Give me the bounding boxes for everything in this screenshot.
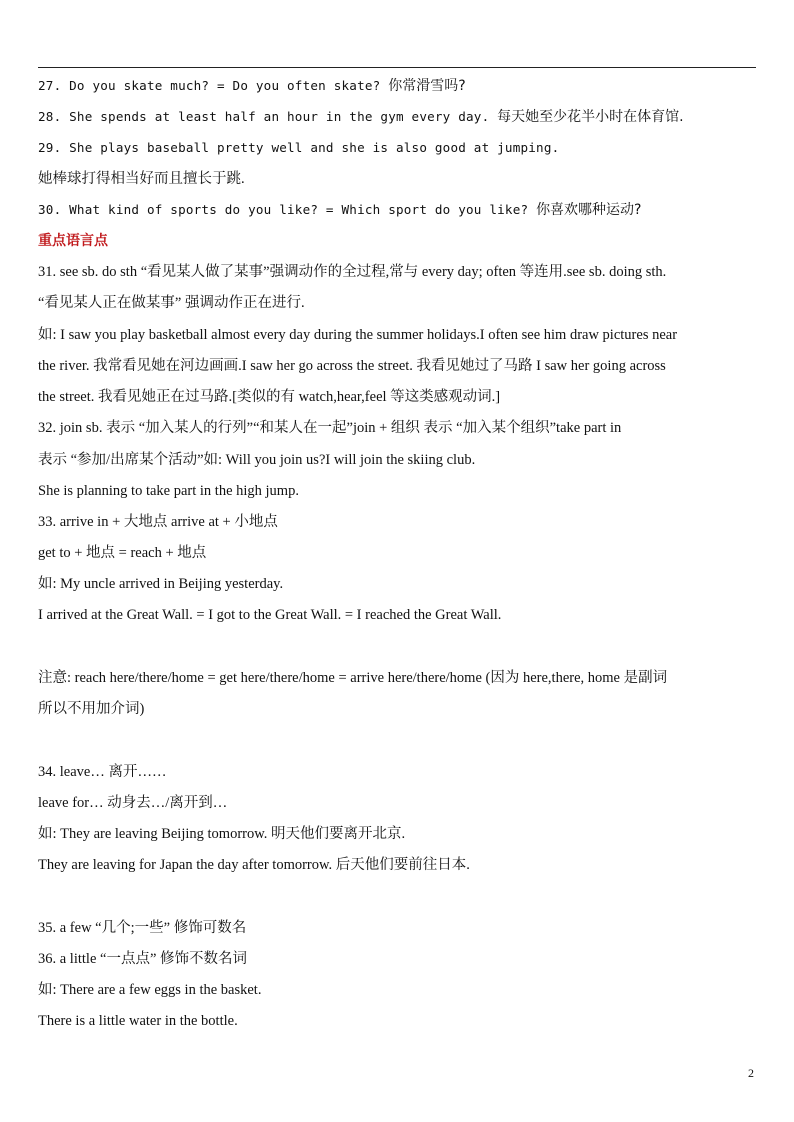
text-run: 每天她至少花半小时在体育馆. bbox=[497, 109, 684, 125]
text-run: 你常滑雪吗? bbox=[388, 78, 466, 94]
text-line bbox=[38, 918, 760, 938]
text-run: She is planning to take part in the high jump. bbox=[38, 483, 299, 499]
text-run: 35. a few “几个;一些” 修饰可数名 bbox=[38, 920, 247, 936]
text-run: 如: My uncle arrived in Beijing yesterday. bbox=[38, 576, 284, 592]
text-line bbox=[38, 793, 760, 813]
text-run: 你喜欢哪种运动? bbox=[536, 202, 642, 218]
text-run: “看见某人正在做某事” 强调动作正在进行. bbox=[38, 295, 305, 311]
text-run: 她棒球打得相当好而且擅长于跳. bbox=[38, 171, 245, 187]
text-line bbox=[38, 481, 760, 501]
text-line bbox=[38, 512, 760, 532]
text-line bbox=[38, 138, 760, 158]
text-run: get to + 地点 = reach + 地点 bbox=[38, 545, 207, 561]
text-line bbox=[38, 356, 760, 376]
text-run: leave for… 动身去…/离开到… bbox=[38, 795, 228, 811]
text-run: the river. 我常看见她在河边画画.I saw her go across the street. 我看见她过了马路 I saw her going across bbox=[38, 358, 666, 374]
text-line bbox=[38, 387, 760, 407]
text-run: 如: There are a few eggs in the basket. bbox=[38, 982, 262, 998]
text-line bbox=[38, 200, 760, 220]
text-line bbox=[38, 855, 760, 875]
text-run: 如: I saw you play basketball almost every day during the summer holidays.I often see him draw pictures near bbox=[38, 327, 678, 343]
text-line bbox=[38, 76, 760, 96]
text-run: 28. She spends at least half an hour in the gym every day. bbox=[38, 109, 498, 124]
section-heading bbox=[38, 231, 760, 251]
text-line bbox=[38, 293, 760, 313]
text-line bbox=[38, 418, 760, 438]
text-line bbox=[38, 605, 760, 625]
text-run: 如: They are leaving Beijing tomorrow. 明天他们要离开北京. bbox=[38, 826, 406, 842]
text-line bbox=[38, 762, 760, 782]
text-run: 31. see sb. do sth “看见某人做了某事”强调动作的全过程,常与 every day; often 等连用.see sb. doing sth. bbox=[38, 264, 667, 280]
text-line bbox=[38, 1011, 760, 1031]
text-line bbox=[38, 574, 760, 594]
text-line bbox=[38, 543, 760, 563]
text-line bbox=[38, 169, 760, 189]
text-line bbox=[38, 325, 760, 345]
text-line bbox=[38, 980, 760, 1000]
text-run: 32. join sb. 表示 “加入某人的行列”“和某人在一起”join + 组织 表示 “加入某个组织”take part in bbox=[38, 420, 622, 436]
text-run: 34. leave… 离开…… bbox=[38, 764, 167, 780]
text-run: There is a little water in the bottle. bbox=[38, 1013, 238, 1029]
text-line bbox=[38, 699, 760, 719]
text-run: They are leaving for Japan the day after tomorrow. 后天他们要前往日本. bbox=[38, 857, 470, 873]
text-run: 30. What kind of sports do you like? = Which sport do you like? bbox=[38, 202, 537, 217]
text-line bbox=[38, 262, 760, 282]
header-rule bbox=[38, 67, 756, 68]
text-run: the street. 我看见她正在过马路.[类似的有 watch,hear,feel 等这类感观动词.] bbox=[38, 389, 501, 405]
text-run: 27. Do you skate much? = Do you often skate? bbox=[38, 78, 389, 93]
text-run: I arrived at the Great Wall. = I got to the Great Wall. = I reached the Great Wall. bbox=[38, 607, 502, 623]
text-line bbox=[38, 949, 760, 969]
text-line bbox=[38, 668, 760, 688]
text-run: 所以不用加介词) bbox=[38, 701, 145, 717]
text-run: 36. a little “一点点” 修饰不数名词 bbox=[38, 951, 248, 967]
page-number: 2 bbox=[748, 1066, 754, 1080]
text-run: 重点语言点 bbox=[38, 233, 108, 249]
text-run: 29. She plays baseball pretty well and she is also good at jumping. bbox=[38, 140, 560, 155]
text-run: 33. arrive in + 大地点 arrive at + 小地点 bbox=[38, 514, 278, 530]
text-run: 注意: reach here/there/home = get here/there/home = arrive here/there/home (因为 here,there, home 是副词 bbox=[38, 670, 668, 686]
text-run: 表示 “参加/出席某个活动”如: Will you join us?I will join the skiing club. bbox=[38, 452, 476, 468]
text-line bbox=[38, 450, 760, 470]
text-line bbox=[38, 107, 760, 127]
text-line bbox=[38, 824, 760, 844]
